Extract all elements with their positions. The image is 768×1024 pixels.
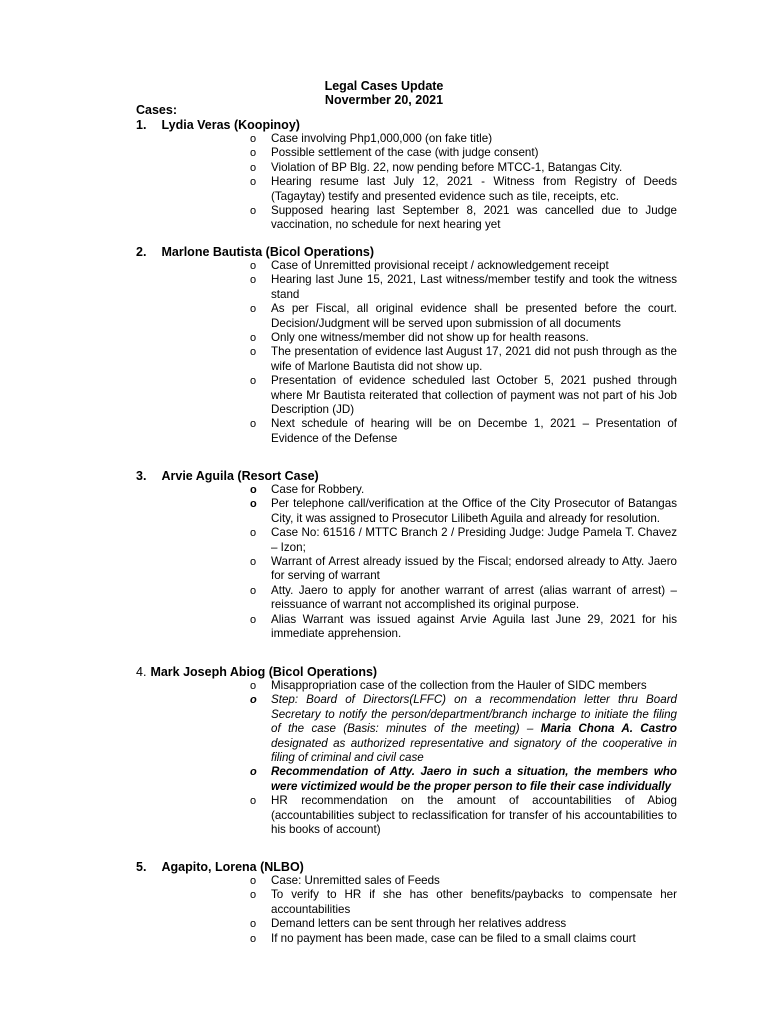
list-item: o As per Fiscal, all original evidence shall be presented before the court. Decision/Judgment will be served upon submission of all documents bbox=[250, 302, 677, 330]
document-date: Novermber 20, 2021 bbox=[324, 93, 444, 107]
list-item: o Warrant of Arrest already issued by the Fiscal; endorsed already to Atty. Jaero for serving of warrant bbox=[250, 555, 677, 583]
case-4-title bbox=[136, 665, 377, 679]
list-item: o Hearing resume last July 12, 2021 - Witness from Registry of Deeds (Tagaytay) testify and presented evidence such as tile, receipts, etc. bbox=[250, 175, 677, 203]
case-1-items bbox=[250, 132, 677, 233]
list-item: o Case: Unremitted sales of Feeds bbox=[250, 874, 440, 887]
case-number: 1. bbox=[136, 118, 147, 132]
list-item: o Alias Warrant was issued against Arvie Aguila last June 29, 2021 for his immediate apprehension. bbox=[250, 612, 677, 641]
list-item: o The presentation of evidence last August 17, 2021 did not push through as the wife of Marlone Bautista did not show up. bbox=[250, 345, 677, 373]
list-item: o Supposed hearing last September 8, 2021 was cancelled due to Judge vaccination, no schedule for next hearing yet bbox=[250, 204, 677, 232]
list-item: o Step: Board of Directors(LFFC) on a recommendation letter thru Board Secretary to notify the person/department/branch incharge to initiate the filing of the case (Basis: minutes of the meeting) – Maria Chona A. Castro designated as authorized representative and signatory of the cooperative in filing of criminal and civil case bbox=[250, 693, 677, 765]
list-item: o Possible settlement of the case (with judge consent) bbox=[250, 146, 539, 160]
list-item: o Per telephone call/verification at the Office of the City Prosecutor of Batangas City, it was assigned to Prosecutor Lilibeth Aguila and already for resolution. bbox=[250, 497, 677, 525]
list-item: o If no payment has been made, case can be filed to a small claims court bbox=[250, 931, 636, 945]
list-item: o Recommendation of Atty. Jaero in such a situation, the members who were victimized would be the proper person to file their case individually bbox=[250, 765, 677, 793]
list-item: o Misappropriation case of the collection from the Hauler of SIDC members bbox=[250, 679, 647, 692]
case-3-items bbox=[250, 483, 677, 641]
list-item: o Case for Robbery. bbox=[250, 483, 365, 496]
document-title: Legal Cases Update bbox=[324, 79, 444, 93]
case-name: Marlone Bautista (Bicol Operations) bbox=[161, 245, 375, 259]
case-name: Mark Joseph Abiog (Bicol Operations) bbox=[150, 665, 378, 679]
case-1-title bbox=[136, 118, 300, 132]
document-header bbox=[0, 79, 768, 107]
list-item: o HR recommendation on the amount of accountabilities of Abiog (accountabilities subject to reclassification for transfer of his accountabilities to his books of account) bbox=[250, 794, 677, 837]
list-item: o Hearing last June 15, 2021, Last witness/member testify and took the witness stand bbox=[250, 273, 677, 301]
cases-label: Cases: bbox=[136, 103, 177, 117]
case-number: 3. bbox=[136, 469, 147, 483]
case-5-title bbox=[136, 860, 304, 874]
case-number: 5. bbox=[136, 860, 147, 874]
list-item: o Demand letters can be sent through her relatives address bbox=[250, 917, 567, 931]
case-5-items bbox=[250, 874, 677, 946]
case-name: Lydia Veras (Koopinoy) bbox=[161, 118, 300, 132]
list-item: o Case No: 61516 / MTTC Branch 2 / Presiding Judge: Judge Pamela T. Chavez – Izon; bbox=[250, 526, 677, 554]
case-name: Agapito, Lorena (NLBO) bbox=[161, 860, 304, 874]
list-item: o Next schedule of hearing will be on Decembe 1, 2021 – Presentation of Evidence of the Defense bbox=[250, 417, 677, 445]
case-4-items bbox=[250, 679, 677, 837]
list-item: o Violation of BP Blg. 22, now pending before MTCC-1, Batangas City. bbox=[250, 160, 623, 174]
list-item: o Only one witness/member did not show up for health reasons. bbox=[250, 331, 589, 345]
case-number: 4. bbox=[136, 665, 147, 679]
list-item: o Case of Unremitted provisional receipt / acknowledgement receipt bbox=[250, 259, 609, 272]
list-item: o Presentation of evidence scheduled last October 5, 2021 pushed through where Mr Bautista reiterated that collection of payment was not part of his Job Description (JD) bbox=[250, 374, 677, 417]
list-item: o Case involving Php1,000,000 (on fake title) bbox=[250, 132, 493, 145]
case-name: Arvie Aguila (Resort Case) bbox=[161, 469, 319, 483]
case-number: 2. bbox=[136, 245, 147, 259]
case-2-title bbox=[136, 245, 374, 259]
case-3-title bbox=[136, 469, 319, 483]
list-item: o Atty. Jaero to apply for another warrant of arrest (alias warrant of arrest) – reissuance of warrant not accomplished its original purpose. bbox=[250, 583, 677, 612]
case-2-items bbox=[250, 259, 677, 446]
list-item: o To verify to HR if she has other benefits/paybacks to compensate her accountabilities bbox=[250, 888, 677, 916]
